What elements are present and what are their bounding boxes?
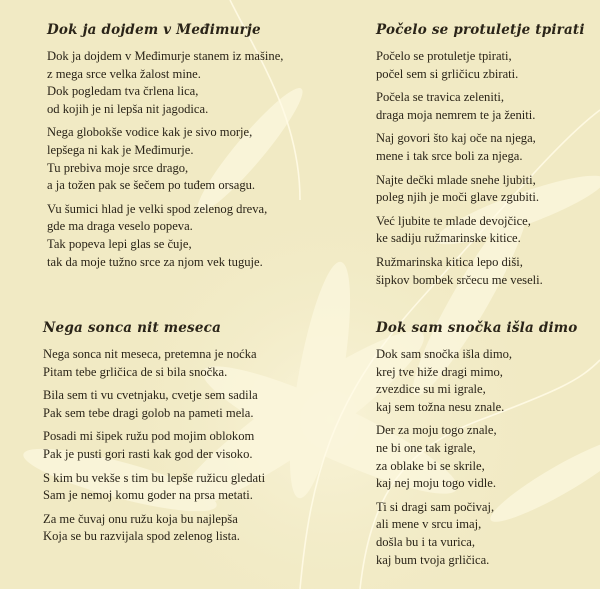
poem-line: Pak je pusti gori rasti kak god der visoko. xyxy=(43,446,253,461)
stanza xyxy=(376,48,585,83)
stanza xyxy=(43,346,265,381)
stanza xyxy=(376,213,585,248)
stanza xyxy=(376,499,578,569)
poem-line: Nega globokše vodice kak je sivo morje, xyxy=(47,125,253,140)
poem-line: Ružmarinska kitica lepo diši, xyxy=(376,254,523,269)
poem-title: Nega sonca nit meseca xyxy=(43,320,222,336)
poem-line: Koja se bu razvijala spod zelenog lista. xyxy=(43,529,240,544)
stanza xyxy=(376,254,585,289)
poem-line: ke sadiju ružmarinske kitice. xyxy=(376,231,521,246)
poem-line: Bila sem ti vu cvetnjaku, cvetje sem sadila xyxy=(43,388,258,403)
poem-dok-sam-snocka xyxy=(376,320,578,575)
poem-line: za oblake bi se skrile, xyxy=(376,458,485,473)
poem-pocelo-se-protuletje xyxy=(376,22,585,295)
poem-line: od kojih je ni lepša nit jagodica. xyxy=(47,101,209,116)
stanza xyxy=(376,422,578,492)
poem-line: Nega sonca nit meseca, pretemna je noćka xyxy=(43,347,257,361)
stanza xyxy=(376,346,578,416)
poem-line: Već ljubite te mlade devojčice, xyxy=(376,213,531,228)
poem-line: a ja tožen pak se šečem po tuđem orsagu. xyxy=(47,178,256,193)
poem-line: Posadi mi šipek ružu pod mojim oblokom xyxy=(43,429,255,444)
poem-line: Naj govori što kaj oče na njega, xyxy=(376,131,536,146)
poem-line: Sam je nemoj komu goder na prsa metati. xyxy=(43,488,253,503)
poem-line: poleg njih je moči glave zgubiti. xyxy=(376,190,539,205)
poem-line: ne bi one tak igrale, xyxy=(376,440,476,455)
poem-line: Najte dečki mlade snehe ljubiti, xyxy=(376,172,536,187)
poem-line: ali mene v srcu imaj, xyxy=(376,517,482,532)
stanza xyxy=(43,387,265,422)
stanza xyxy=(43,428,265,463)
poem-line: draga moja nemrem te ja ženiti. xyxy=(376,107,536,122)
poem-line: Der za moju togo znale, xyxy=(376,423,497,438)
poem-line: došla bu i ta vurica, xyxy=(376,534,475,549)
poem-line: Tak popeva lepi glas se čuje, xyxy=(47,236,192,251)
poem-title: Počelo se protuletje tpirati xyxy=(376,22,585,38)
poem-line: Pitam tebe grličica de si bila snočka. xyxy=(43,364,228,379)
stanza xyxy=(47,124,283,194)
poem-line: Počela se travica zeleniti, xyxy=(376,90,504,105)
poem-line: Pak sem tebe dragi golob na pameti mela. xyxy=(43,405,254,420)
poem-line: počel sem si grličicu zbirati. xyxy=(376,66,519,81)
poem-title: Dok ja dojdem v Međimurje xyxy=(47,22,261,38)
poem-line: Počelo se protuletje tpirati, xyxy=(376,49,512,63)
poem-line: Dok ja dojdem v Međimurje stanem iz mašine, xyxy=(47,49,284,63)
poem-line: lepšega ni kak je Međimurje. xyxy=(47,142,194,157)
poem-line: zvezdice su mi igrale, xyxy=(376,382,486,397)
stanza xyxy=(47,201,283,271)
stanza xyxy=(376,89,585,124)
stanza xyxy=(43,470,265,505)
poem-line: z mega srce velka žalost mine. xyxy=(47,66,201,81)
stanza xyxy=(43,511,265,546)
stanza xyxy=(376,130,585,165)
poem-line: Ti si dragi sam počivaj, xyxy=(376,499,495,514)
poem-line: Tu prebiva moje srce drago, xyxy=(47,160,189,175)
stanza xyxy=(47,48,283,118)
poem-title: Dok sam snočka išla dimo xyxy=(376,320,578,336)
poem-line: kaj nej moju togo vidle. xyxy=(376,476,496,491)
poem-line: mene i tak srce boli za njega. xyxy=(376,148,523,163)
poem-line: gde ma draga veselo popeva. xyxy=(47,219,193,234)
poem-line: šipkov bombek srčecu me veseli. xyxy=(376,272,543,287)
poem-dok-ja-dojdem xyxy=(47,22,283,277)
poem-line: Dok pogledam tva črlena lica, xyxy=(47,84,199,99)
poem-line: kaj bum tvoja grličica. xyxy=(376,552,490,567)
stanza xyxy=(376,172,585,207)
poem-line: Za me čuvaj onu ružu koja bu najlepša xyxy=(43,511,238,526)
poem-line: tak da moje tužno srce za njom vek tuguje. xyxy=(47,254,263,269)
poem-nega-sonca xyxy=(43,320,265,552)
poem-line: S kim bu vekše s tim bu lepše ružicu gledati xyxy=(43,470,266,485)
poem-line: Dok sam snočka išla dimo, xyxy=(376,347,513,361)
poem-line: krej tve hiže dragi mimo, xyxy=(376,364,503,379)
poem-line: Vu šumici hlad je velki spod zelenog dreva, xyxy=(47,201,268,216)
poem-line: kaj sem tožna nesu znale. xyxy=(376,399,505,414)
